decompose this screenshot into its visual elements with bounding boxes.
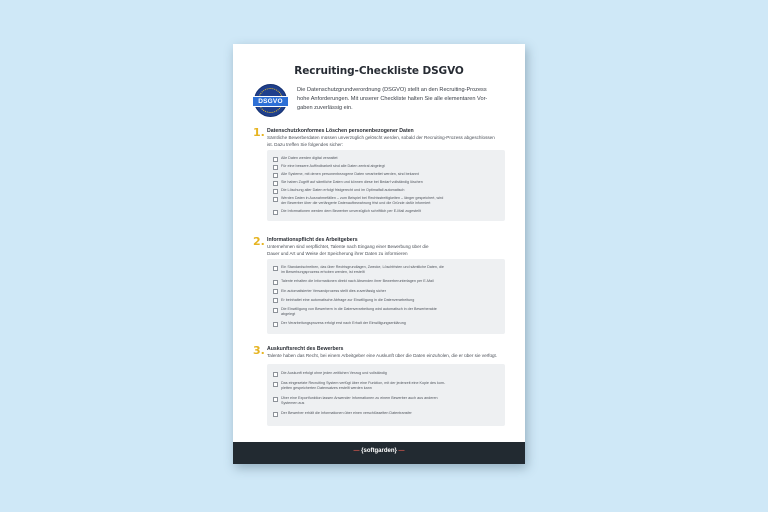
checklist-item-text xyxy=(281,156,497,161)
checklist-item-line: Alle Daten werden digital verwaltet xyxy=(281,156,338,160)
section-description xyxy=(267,135,515,148)
checklist-item-text xyxy=(281,411,497,416)
checklist-item-line: Über eine Exportfunktion lassen Anwender Informationen zu einem Bewerber auch aus anderen xyxy=(281,396,438,401)
checkbox[interactable] xyxy=(273,266,278,271)
description-line: Dauer und Art und Weise der Speicherung ihrer Daten zu informieren xyxy=(267,250,408,256)
checklist-item-line: Ein automatisierter Versandprozess stellt dies zuverlässig sicher xyxy=(281,288,386,293)
section-heading: Informationspflicht des Arbeitgebers xyxy=(267,237,358,243)
description-line: Talente haben das Recht, bei einem Arbeitgeber eine Auskunft über die Daten einzuholen, die er über sie verfügt. xyxy=(267,353,498,358)
checklist-item-text xyxy=(281,381,497,391)
checklist-item-line: Werden Daten in Ausnahmefällen – zum Beispiel bei Rechtsstreitigkeiten – länger gespeichert, wird xyxy=(281,196,444,200)
checkbox[interactable] xyxy=(273,397,278,402)
checkbox[interactable] xyxy=(273,189,278,194)
checklist-item-line: Ein Standardschreiben, das über Rechtsgrundlagen, Zwecke, Löschfristen und sämtliche Daten, die xyxy=(281,265,444,269)
checklist-item-line: abgelegt xyxy=(281,311,296,316)
checklist-item-text xyxy=(281,164,497,169)
checklist-item-text xyxy=(281,265,497,275)
checklist-item-line: Der Bewerber erhält die Informationen über einen verschlüsselten Datentransfer xyxy=(281,411,412,416)
section-description xyxy=(267,244,515,257)
checklist-item-text xyxy=(281,172,497,177)
checklist-item-text xyxy=(281,180,497,185)
checkbox[interactable] xyxy=(273,210,278,215)
dsgvo-badge-icon xyxy=(254,84,287,117)
checklist-item-line: Der Verarbeitungsprozess erfolgt erst nach Erhalt der Einwilligungserklärung xyxy=(281,321,406,326)
checkbox[interactable] xyxy=(273,280,278,285)
checkbox[interactable] xyxy=(273,173,278,178)
checklist-box xyxy=(267,364,505,426)
section-number: 3. xyxy=(253,344,265,357)
checklist-item-text xyxy=(281,321,497,326)
section-heading: Auskunftsrecht des Bewerbers xyxy=(267,346,344,352)
checklist-document xyxy=(233,44,525,464)
checkbox[interactable] xyxy=(273,382,278,387)
checklist-item-text xyxy=(281,289,497,294)
checklist-item-line: Die Auskunft erfolgt ohne jeden zeitlichen Verzug und vollständig xyxy=(281,371,387,375)
checklist-item-line: Die Löschung aller Daten erfolgt fristgerecht und im Optimalfall automatisch xyxy=(281,188,405,192)
checkbox[interactable] xyxy=(273,165,278,170)
checklist-item-text xyxy=(281,188,497,193)
intro-line: Die Datenschutzgrundverordnung (DSGVO) stellt an den Recruiting-Prozess xyxy=(297,87,487,93)
checklist-item-line: Systemen aus xyxy=(281,401,305,406)
description-line: Sämtliche Bewerberdaten müssen unverzüglich gelöscht werden, sobald der Recruiting-Prozess abgeschlossen xyxy=(267,135,495,140)
checklist-item-line: Alle Systeme, mit denen personenbezogene Daten verarbeitet werden, sind bekannt xyxy=(281,172,419,176)
checklist-item-line: im Bewerbungsprozess erhoben werden, ist erstellt xyxy=(281,270,365,275)
section-description xyxy=(267,353,515,360)
checklist-item-line: der Bewerber über die verlängerte Datenaufbewahrung frist und die Gründe dafür informiert xyxy=(281,201,431,206)
checkbox[interactable] xyxy=(273,412,278,417)
checkbox[interactable] xyxy=(273,322,278,327)
checklist-item-text xyxy=(281,298,497,303)
checkbox[interactable] xyxy=(273,197,278,202)
section-heading: Datenschutzkonformes Löschen personenbezogener Daten xyxy=(267,128,414,134)
checklist-box xyxy=(267,150,505,221)
section-number: 2. xyxy=(253,235,265,248)
softgarden-logo: — {softgarden} — xyxy=(353,448,405,454)
intro-line: hohe Anforderungen. Mit unserer Checkliste halten Sie alle elementaren Vor- xyxy=(297,96,488,103)
section-number: 1. xyxy=(253,126,265,139)
checklist-item-text xyxy=(281,196,497,206)
document-title: Recruiting-Checkliste DSGVO xyxy=(294,65,464,77)
checklist-box xyxy=(267,259,505,334)
checklist-item-line: pletten gespeicherten Datensatzes erstellt werden kann xyxy=(281,386,372,391)
checkbox[interactable] xyxy=(273,181,278,186)
description-line: ist. Dazu treffen Sie folgendes sicher: xyxy=(267,141,344,147)
checklist-item-line: Er beinhaltet eine automatische Abfrage zur Einwilligung in die Datenverarbeitung xyxy=(281,297,415,302)
logo-text: {softgarden} xyxy=(361,448,397,454)
checklist-item-text xyxy=(281,371,497,376)
checklist-item-line: Für eine bessere Auffindbarkeit sind alle Daten zentral abgelegt xyxy=(281,164,385,168)
checklist-item-line: Die Informationen werden dem Bewerber unverzüglich schriftlich per E-Mail zugestellt xyxy=(281,209,421,214)
checklist-item-line: Sie haben Zugriff auf sämtliche Daten und können diese bei Bedarf vollständig löschen xyxy=(281,180,423,184)
checkbox[interactable] xyxy=(273,308,278,313)
checklist-item-line: Das eingesetzte Recruiting System verfügt über eine Funktion, mit der jederzeit eine Kopie des kom- xyxy=(281,381,446,385)
badge-label: DSGVO xyxy=(253,96,288,107)
intro-text xyxy=(297,86,511,114)
checkbox[interactable] xyxy=(273,157,278,162)
checklist-item-text xyxy=(281,279,497,284)
checkbox[interactable] xyxy=(273,289,278,294)
checklist-item-line: Die Einwilligung von Bewerbern in die Datenverarbeitung wird automatisch in der Bewerberakte xyxy=(281,306,437,311)
checklist-item-text xyxy=(281,307,497,317)
intro-line: gaben zuverlässig ein. xyxy=(297,105,353,112)
checklist-item-text xyxy=(281,209,497,214)
checklist-item-text xyxy=(281,396,497,406)
checkbox[interactable] xyxy=(273,372,278,377)
checklist-item-line: Talente erhalten die Informationen direkt nach Absenden ihrer Bewerberunterlagen per E-Mail xyxy=(281,279,434,284)
description-line: Unternehmen sind verpflichtet, Talente nach Eingang einer Bewerbung über die xyxy=(267,244,429,249)
footer-bar xyxy=(233,442,525,464)
checkbox[interactable] xyxy=(273,298,278,303)
